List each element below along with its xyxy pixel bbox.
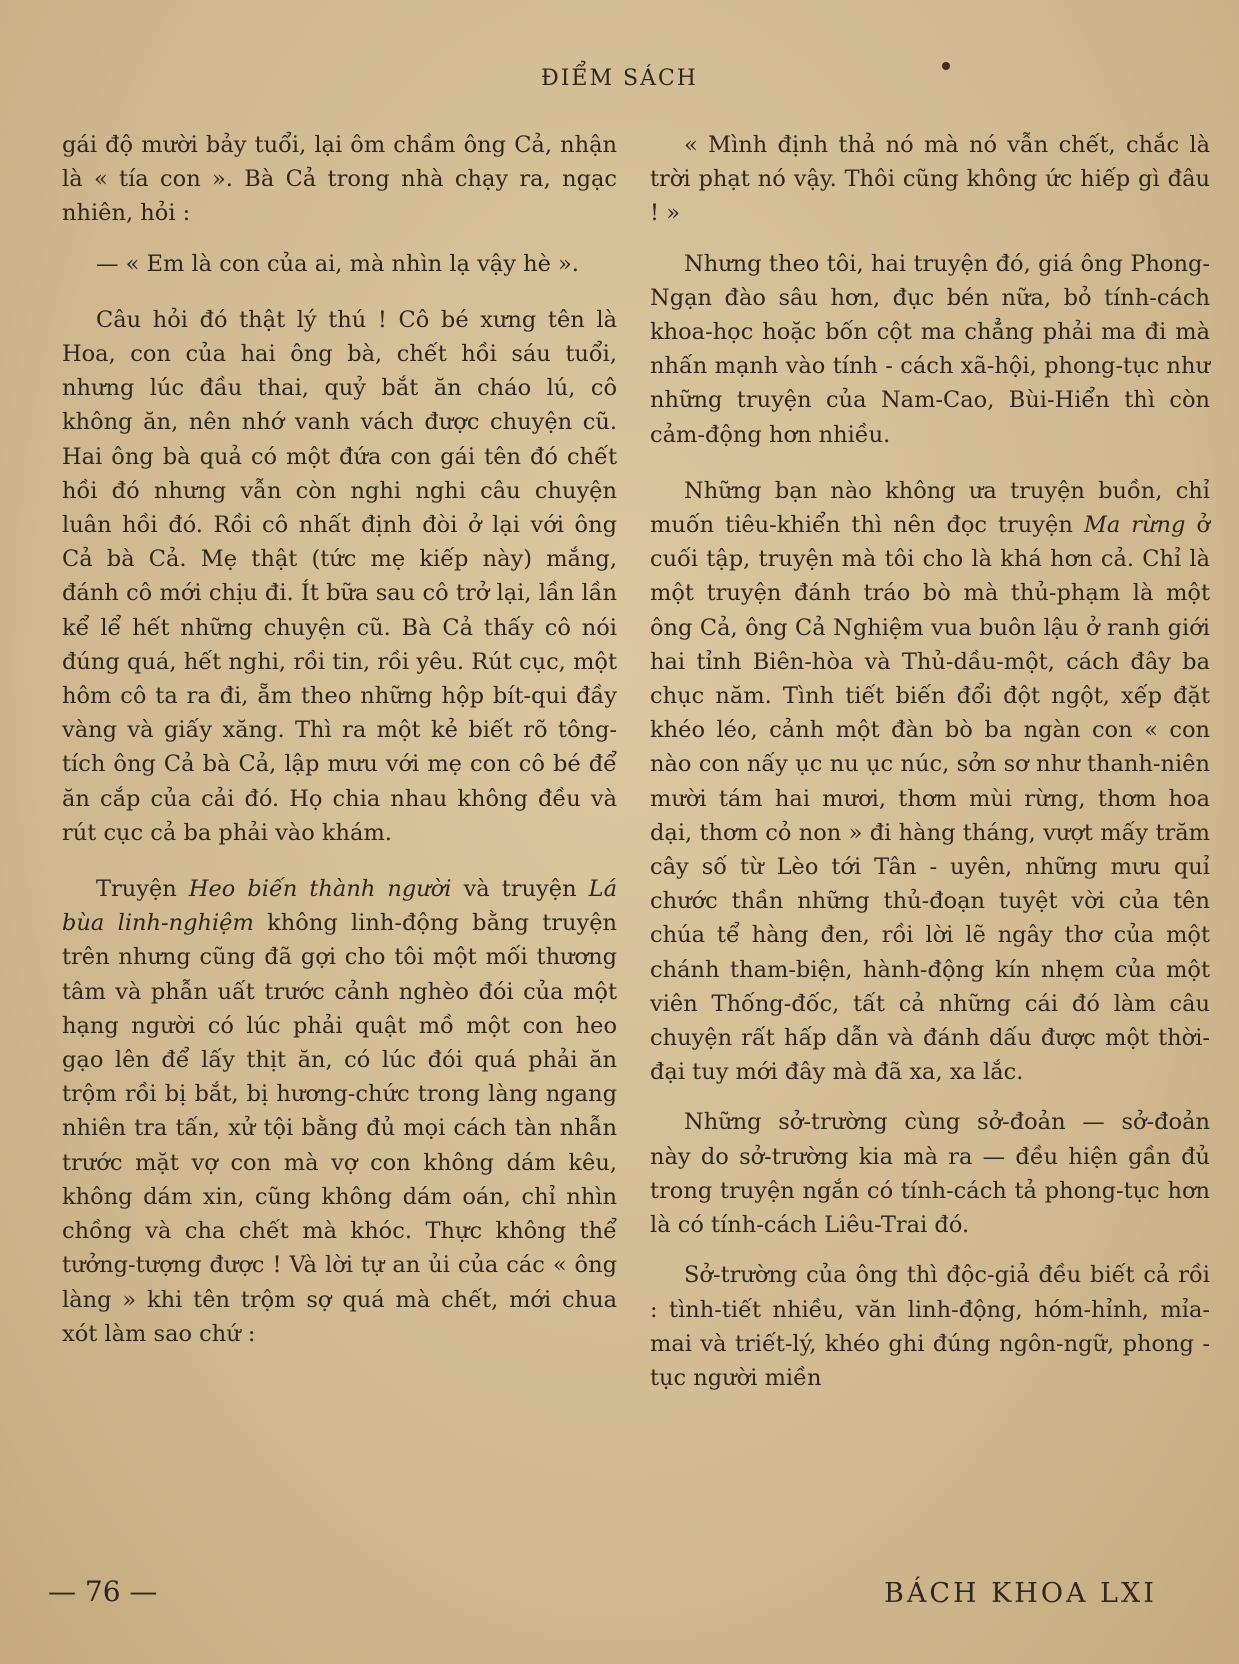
paragraph: Nhưng theo tôi, hai truyện đó, giá ông Phong-Ngạn đào sâu hơn, đục bén nữa, bỏ tính-cách khoa-học hoặc bốn cột ma chẳng phải ma đi mà nhấn mạnh vào tính - cách xã-hội, phong-tục như những truyện của Nam-Cao, Bùi-Hiển thì còn cảm-động hơn nhiều. [650,250,1210,448]
page-number: — 76 — [48,1575,158,1608]
paragraph: — « Em là con của ai, mà nhìn lạ vậy hè ». [96,250,579,277]
paragraph [650,474,1210,1090]
right-column [650,128,1210,1395]
paragraph: Sở-trường của ông thì độc-giả đều biết cả rồi : tình-tiết nhiều, văn linh-động, hóm-hỉnh, mỉa-mai và triết-lý, khéo ghi đúng ngôn-ngữ, phong - tục người miền [650,1262,1210,1391]
book-title: Lá bùa linh-nghiệm [62,876,617,937]
ink-dot [942,62,950,70]
paragraph [62,872,617,1351]
text-run: Những bạn nào không ưa truyện buồn, chỉ muốn tiêu-khiển thì nên đọc truyện [650,477,1210,539]
text-run: Truyện [96,876,189,903]
running-header: ĐIỂM SÁCH [540,66,698,91]
left-column [62,128,617,1351]
issue-label: BÁCH KHOA LXI [884,1578,1157,1609]
text-run: và truyện [451,876,589,903]
paragraph: Những sở-trường cùng sở-đoản — sở-đoản này do sở-trường kia mà ra — đều hiện gần đủ trong truyện ngắn có tính-cách tả phong-tục hơn là có tính-cách Liêu-Trai đó. [650,1109,1210,1239]
paragraph: « Mình định thả nó mà nó vẫn chết, chắc là trời phạt nó vậy. Thôi cũng không ức hiếp gì đâu ! » [650,132,1210,227]
paragraph: gái độ mười bảy tuổi, lại ôm chầm ông Cả, nhận là « tía con ». Bà Cả trong nhà chạy ra, ngạc nhiên, hỏi : [62,132,617,227]
text-run: ở cuối tập, truyện mà tôi cho là khá hơn cả. Chỉ là một truyện đánh tráo bò mà thủ-phạm là một ông Cả, ông Cả Nghiệm vua buôn lậu ở ranh giới hai tỉnh Biên-hòa và Thủ-dầu-một, cách đây ba chục năm. Tình tiết biến đổi đột ngột, xếp đặt khéo léo, cảnh một đàn bò ba ngàn con « con nào con nấy ục nu ục núc, sởn sơ như thanh-niên mười tám hai mươi, thơm mùi rừng, thơm hoa dại, thơm cỏ non » đi hàng tháng, vượt mấy trăm cây số từ Lèo tới Tân - uyên, những mưu quỉ chước thần những thủ-đoạn tuyệt vời của tên chúa tể hàng đen, rồi lời lẽ ngây thơ của một chánh tham-biện, hành-động kín nhẹm của một viên Thống-đốc, tất cả những cái đó làm câu chuyện rất hấp dẫn và đánh dấu được một thời-đại tuy mới đây mà đã xa, xa lắc. [650,512,1210,1086]
paragraph: Câu hỏi đó thật lý thú ! Cô bé xưng tên là Hoa, con của hai ông bà, chết hồi sáu tuổi, nhưng lúc đầu thai, quỷ bắt ăn cháo lú, cô không ăn, nên nhớ vanh vách được chuyện cũ. Hai ông bà quả có một đứa con gái tên đó chết hồi đó nhưng vẫn còn nghi nghi câu chuyện luân hồi đó. Rồi cô nhất định đòi ở lại với ông Cả bà Cả. Mẹ thật (tức mẹ kiếp này) mắng, đánh cô mới chịu đi. Ít bữa sau cô trở lại, lần lần kể lể hết những chuyện cũ. Bà Cả thấy cô nói đúng quá, hết nghi, rồi tin, rồi yêu. Rút cục, một hôm cô ta ra đi, ẵm theo những hộp bít-qui đầy vàng và giấy xăng. Thì ra một kẻ biết rõ tông-tích ông Cả bà Cả, lập mưu với mẹ con cô bé để ăn cắp của cải đó. Họ chia nhau không đều và rút cục cả ba phải vào khám. [62,306,617,846]
book-title: Heo biến thành người [188,876,452,903]
text-run: không linh-động bằng truyện trên nhưng cũng đã gợi cho tôi một mối thương tâm và phẫn uất trước cảnh nghèo đói của một hạng người có lúc phải quật mồ một con heo gạo lên để lấy thịt ăn, có lúc đói quá phải ăn trộm rồi bị bắt, bị hương-chức trong làng ngang nhiên tra tấn, xử tội bằng đủ mọi cách tàn nhẫn trước mặt vợ con mà vợ con không dám kêu, không dám xin, cũng không dám oán, chỉ nhìn chồng và cha chết mà khóc. Thực không thể tưởng-tượng được ! Và lời tự an ủi của các « ông làng » khi tên trộm sợ quá mà chết, mới chua xót làm sao chứ : [62,910,618,1347]
book-title: Ma rừng [1083,512,1186,539]
